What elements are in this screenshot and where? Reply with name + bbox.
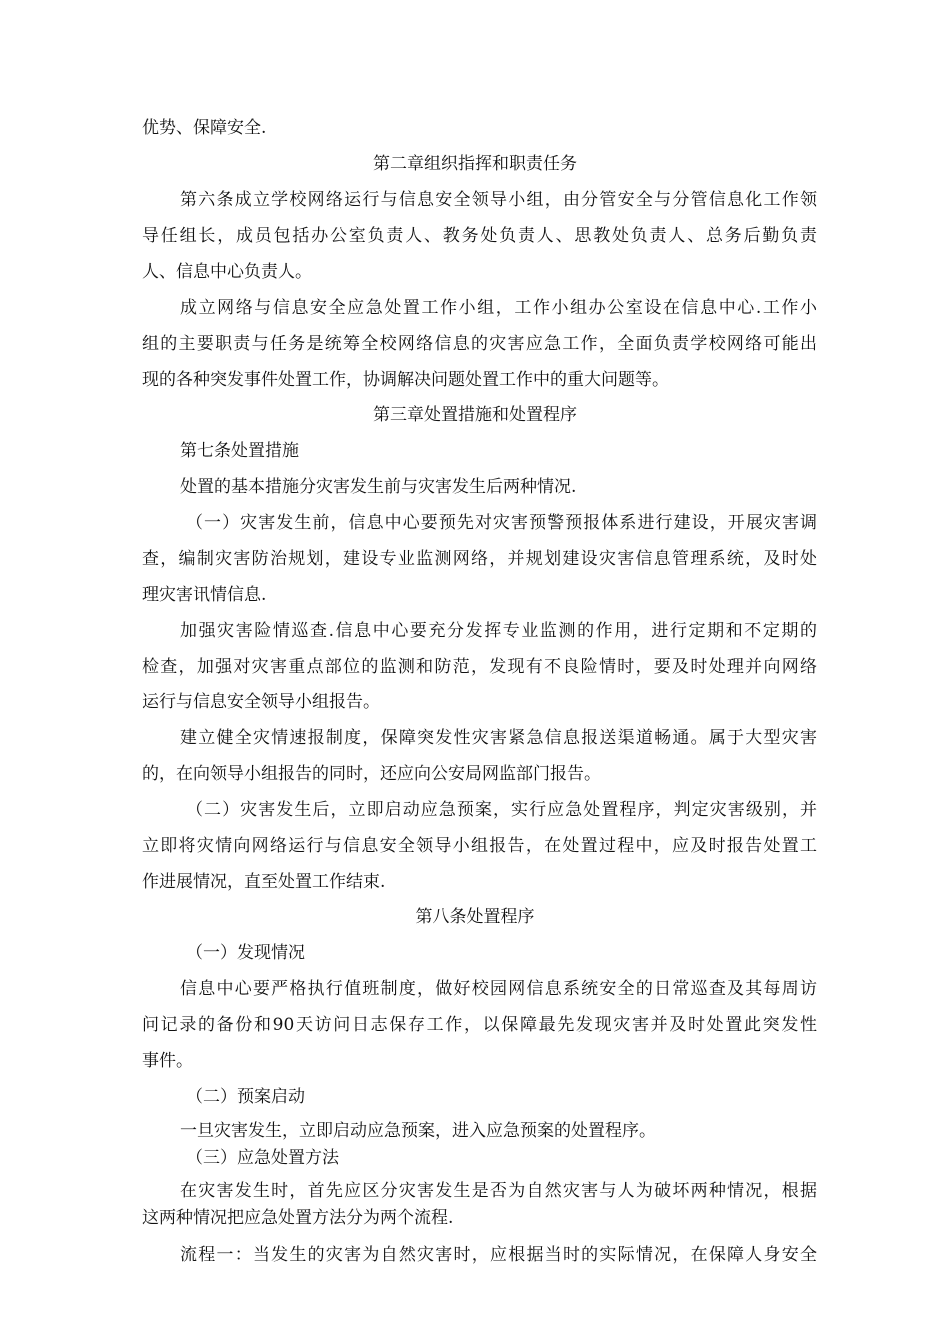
text-line: 作进展情况，直至处置工作结束. bbox=[142, 872, 386, 892]
text-line: 理灾害讯情信息. bbox=[142, 585, 267, 605]
text-line: 导任组长，成员包括办公室负责人、教务处负责人、思教处负责人、总务后勤负责 bbox=[142, 226, 817, 246]
text-line: 事件。 bbox=[142, 1051, 193, 1071]
text-line: 优势、保障安全. bbox=[142, 118, 267, 138]
article-heading: 第七条处置措施 bbox=[180, 441, 299, 461]
text-line: 人、信息中心负责人。 bbox=[142, 262, 312, 282]
text-line: 信息中心要严格执行值班制度，做好校园网信息系统安全的日常巡查及其每周访 bbox=[180, 979, 817, 999]
text-line: 在灾害发生时，首先应区分灾害发生是否为自然灾害与人为破坏两种情况，根据 bbox=[180, 1181, 817, 1201]
text-line: 运行与信息安全领导小组报告。 bbox=[142, 692, 380, 712]
text-line: 加强灾害险情巡查.信息中心要充分发挥专业监测的作用，进行定期和不定期的 bbox=[180, 621, 817, 641]
chapter-heading: 第三章处置措施和处置程序 bbox=[373, 405, 577, 425]
section-heading: （三）应急处置方法 bbox=[186, 1148, 339, 1168]
chapter-heading: 第二章组织指挥和职责任务 bbox=[373, 154, 577, 174]
text-line: 的，在向领导小组报告的同时，还应向公安局网监部门报告。 bbox=[142, 764, 601, 784]
text-line: 一旦灾害发生，立即启动应急预案，进入应急预案的处置程序。 bbox=[180, 1121, 656, 1141]
text-line: 处置的基本措施分灾害发生前与灾害发生后两种情况. bbox=[180, 477, 577, 497]
text-line: 检查，加强对灾害重点部位的监测和防范，发现有不良险情时，要及时处理并向网络 bbox=[142, 657, 817, 677]
text-line: 查，编制灾害防治规划，建设专业监测网络，并规划建设灾害信息管理系统，及时处 bbox=[142, 549, 817, 569]
text-line: 立即将灾情向网络运行与信息安全领导小组报告，在处置过程中，应及时报告处置工 bbox=[142, 836, 817, 856]
section-heading: （二）预案启动 bbox=[186, 1087, 305, 1107]
text-line: （二）灾害发生后，立即启动应急预案，实行应急处置程序，判定灾害级别，并 bbox=[186, 800, 817, 820]
text-line: 流程一：当发生的灾害为自然灾害时，应根据当时的实际情况，在保障人身安全 bbox=[180, 1245, 817, 1265]
text-line: 这两种情况把应急处置方法分为两个流程. bbox=[142, 1208, 454, 1228]
text-line: 第六条成立学校网络运行与信息安全领导小组，由分管安全与分管信息化工作领 bbox=[180, 190, 817, 210]
article-heading: 第八条处置程序 bbox=[415, 907, 535, 927]
text-line: 组的主要职责与任务是统筹全校网络信息的灾害应急工作，全面负责学校网络可能出 bbox=[142, 334, 817, 354]
text-line: 现的各种突发事件处置工作，协调解决问题处置工作中的重大问题等。 bbox=[142, 370, 669, 390]
text-line: 建立健全灾情速报制度，保障突发性灾害紧急信息报送渠道畅通。属于大型灾害 bbox=[180, 728, 817, 748]
text-line: （一）灾害发生前，信息中心要预先对灾害预警预报体系进行建设，开展灾害调 bbox=[186, 513, 817, 533]
text-line: 问记录的备份和90天访问日志保存工作，以保障最先发现灾害并及时处置此突发性 bbox=[142, 1015, 817, 1035]
section-heading: （一）发现情况 bbox=[186, 943, 305, 963]
text-line: 成立网络与信息安全应急处置工作小组，工作小组办公室设在信息中心.工作小 bbox=[180, 298, 817, 318]
